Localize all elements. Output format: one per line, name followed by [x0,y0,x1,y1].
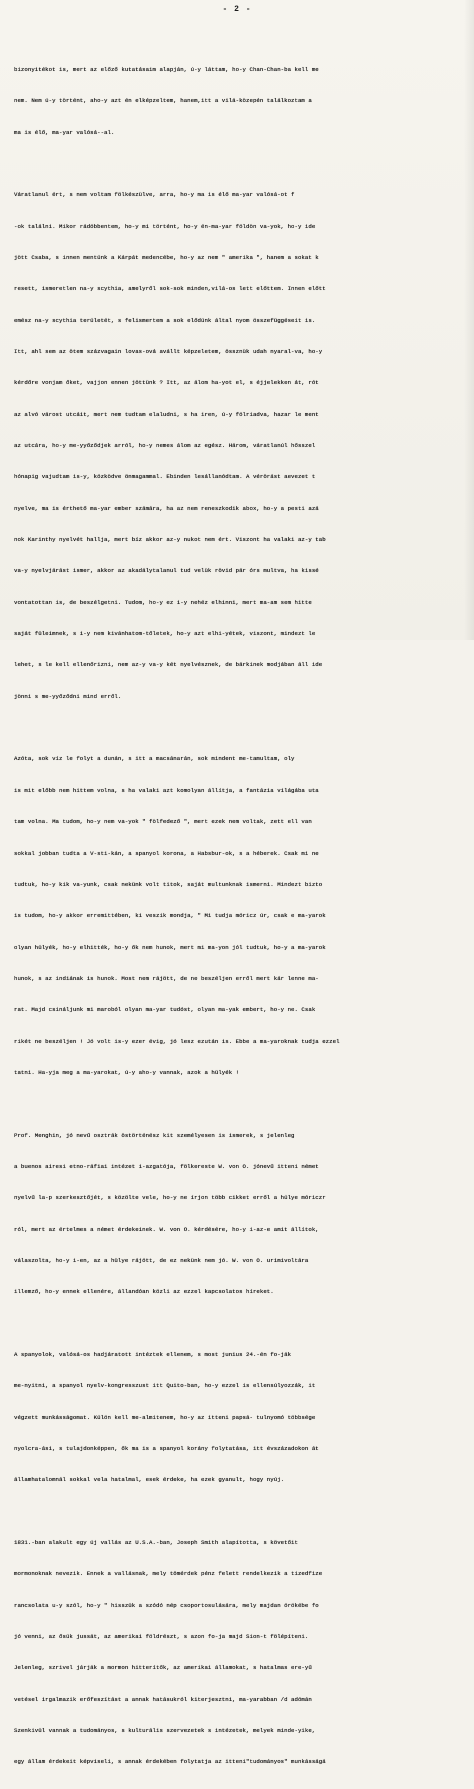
paragraph-line: sokkal jobban tudta a V-sti-kán, a spanyol korona, a Habsbur-ok, s a héberek. Csak mi ne [14,849,319,857]
paragraph-line: nem. Nem ú-y történt, aho-y azt én elképzeltem, hanem,itt a vilá-közepén találkoztam a [14,97,312,105]
paragraph-line: lehet, s le kell ellenőrizni, nem az-y va-y két nyelvésznek, de bárkinek modjában áll ide [14,661,323,669]
paragraph-line: a buenos airesi etno-ráfiai intézet i-azgatója, fölkereste W. von O. jónevű itteni német [14,1162,319,1170]
paragraph-line: egy állam érdekeit képviseli, s annak érdekében folytatja az itteni"tudományos" munkásságá [14,1758,326,1766]
paragraph-line: va-y nyelvjárást ismer, akkor az akadálytalanul tud velük rövid pár órs multva, ha kissé [14,567,319,575]
paragraph-break [14,723,468,733]
paragraph-line: rancsolata u-y szól, ho-y " hisszük a szódó nép csoportosulására, mely majdan örökébe fo [14,1601,319,1609]
paragraph-line: Jelenleg, szrivel járják a mormon hitterítők, az amerikai államokat, s hatalmas ere-yű [14,1664,312,1672]
paragraph-line: Váratlanul ért, s nem voltam fölkészülve, arra, ho-y ma is élő ma-yar valósá-ot f [14,191,295,199]
paragraph-line: -ok találni. Mikor rádöbbentem, ho-y mi történt, ho-y én-ma-yar földön va-yok, ho-y ide [14,222,316,230]
paragraph-line: nyelvű la-p szerkesztőjét, s közölte vele, ho-y ne írjon több cikket erről a hülye móriczr [14,1194,326,1202]
paragraph-line: államhatalomnál sokkal vela hatalmal, esek érdeke, ha ezek gyanult, hogy nyúj. [14,1476,285,1484]
paragraph-line: rat. Majd csináljunk mi maroból olyan ma-yar tudóst, olyan ma-yak embert, ho-y ne. Csak [14,1006,316,1014]
paragraph-break [14,1507,468,1517]
paragraph-line: 1831.-ban alakult egy új vallás az U.S.A.-ban, Joseph Smith alapította, s követőit [14,1539,298,1547]
paragraph-line: az alvó várost utcáit, mert nem tudtam elaludni, s ha iren, ú-y fölriadva, hazar le ment [14,410,319,418]
paragraph-line: vetésel irgalmazik erőfeszítást a annak hatásukról kiterjesztni, ma-yarabban /d adómán [14,1695,312,1703]
paragraph-line: az utcára, ho-y me-yyőződjek arról, ho-y nemes álom az egész. Három, váratlanúl hősszel [14,442,316,450]
paragraph-line: nyolcra-ási, s tulajdonképpen, ők ma is a spanyol korány folytatása, itt évszázadokon át [14,1445,319,1453]
paragraph-line: A spanyolok, valósá-os hadjáratott intéztek ellenem, s most junius 24.-én fo-ják [14,1351,292,1358]
document-body [14,44,468,1789]
paragraph-line: tudtuk, ho-y kik va-yunk, csak nekünk volt titok, saját multunknak ismerni. Mindezt bizto [14,880,323,888]
paragraph-line: illemző, ho-y ennek ellenére, állandóan közli az ezzel kapcsolatos híreket. [14,1288,274,1296]
paragraph-line: Itt, ahl sem az ötem százvagain lovas-ová avállt képzeletem, össznük udah nyaral-va, ho-y [14,348,323,355]
paragraph-line: is mit előbb nem hittem volna, s ha valaki azt komolyan állítja, a fantázia világába uta [14,786,319,794]
paragraph-line: tatni. Ha-yja meg a ma-yarokat, ú-y aho-y vannak, azok a hülyék ! [14,1068,240,1076]
paragraph-break [14,159,468,169]
paragraph-line: mormonoknak nevezik. Ennek a vallásnak, mely tömérdek pénz felett rendelkezik a tizedfize [14,1570,323,1578]
paragraph-line: jönni s me-yyőződni mind erről. [14,692,122,700]
paragraph-line: ma is élő, ma-yar valósá--al. [14,128,115,136]
paragraph-line: olyan hülyék, ho-y elhitték, ho-y ők nem hunok, mert mi ma-yon jól tudtuk, ho-y a ma-yarok [14,943,326,951]
paragraph-line: Szenkivül vannak a tudományos, s kulturális szervezetek s intézetek, melyek minde-yike, [14,1727,316,1735]
paragraph-line: tam volna. Ma tudom, ho-y nem va-yok " fölfedező ", mert ezek nem voltak, zett ell van [14,818,312,826]
paragraph-line: jött Csaba, s innen mentünk a Kárpát medencébe, ho-y az nem " amerika ", hanem a sokat k [14,253,319,261]
paragraph-line: bizonyitékot is, mert az előző kutatásaim alapján, ú-y láttam, ho-y Chan-Chan-ba kell me [14,65,319,73]
paragraph-line: is tudom, ho-y akkor erremittében, ki veszik mondja, " Mi tudja móricz úr, csak e ma-yarok [14,912,326,920]
paragraph-line: rikét ne beszéljen ! Jó volt is-y ezer évig, jó lesz ezután is. Ebbe a ma-yaroknak tudja ezzel [14,1037,340,1045]
paragraph-line: resett, ismeretlen na-y scythia, amelyről sok-sok minden,vilá-os lett előttem. Innen előtt [14,285,326,293]
paragraph-line: ról, mert az értelmes a német érdekeinek. W. von O. kérdésére, ho-y i-az-e amit állítok, [14,1225,319,1233]
paragraph-line: hónapig vajudtam is-y, közködve önmagammal. Ebinden lesállanódtam. A vérörást aevezet t [14,473,316,481]
paragraph-line: Azóta, sok víz le folyt a dunán, s itt a macsánarán, sok mindent me-tamultam, oly [14,755,295,763]
paragraph-line: hunok, s az indiának is hunok. Most nem rájött, de ne beszéljen erről mert kár lenne ma- [14,974,319,982]
paragraph-line: kérdőre vonjam őket, vajjon ennen jöttünk ? Itt, az álom ha-yot el, s éjjelekken át, rót [14,379,319,387]
paragraph-line: válaszolta, ho-y i-en, az a hülye rájött, de ez nekünk nem jó. W. von O. urimivoltára [14,1256,309,1264]
paragraph-break [14,1099,468,1109]
paragraph-line: me-nyitni, a spanyol nyelv-kongresszust itt Quito-ban, ho-y ezzel is ellensúlyozzák, it [14,1382,316,1390]
paragraph-line: emész na-y scythia területét, s felismertem a sok elődünk által nyom összefüggéseit is. [14,316,316,324]
paragraph-break [14,1319,468,1329]
paragraph-line: Prof. Menghin, jó nevű osztrák östörténész kit személyesen is ismerek, s jelenleg [14,1131,295,1139]
paragraph-line: vontatottan is, de beszélgetni. Tudom, ho-y ez i-y nehéz elhinni, mert ma-am sem hitte [14,598,312,606]
paragraph-line: saját füleimnek, s i-y nem kivánhatom-tőletek, ho-y azt elhi-yétek, viszont, mindezt le [14,630,316,638]
paragraph-line: nok Karinthy nyelvét hallja, mert bíz akkor az-y nukot nem ért. Viszont ha valaki az-y tab [14,536,326,544]
paragraph-line: nyelve, ma is érthető ma-yar ember számára, ha az nem reneszkodik abox, ho-y a pesti azá [14,504,319,512]
page-edge-shadow [464,0,474,640]
page-number: - 2 - [222,5,252,14]
paragraph-line: jó venni, az ősük jussát, az amerikai földrészt, s azon fo-ja majd Sion-t fölépíteni. [14,1633,309,1641]
paragraph-line: végzett munkásságomat. Külön kell me-almitenem, ho-y az itteni papsá- tulnyomó többsége [14,1413,316,1421]
